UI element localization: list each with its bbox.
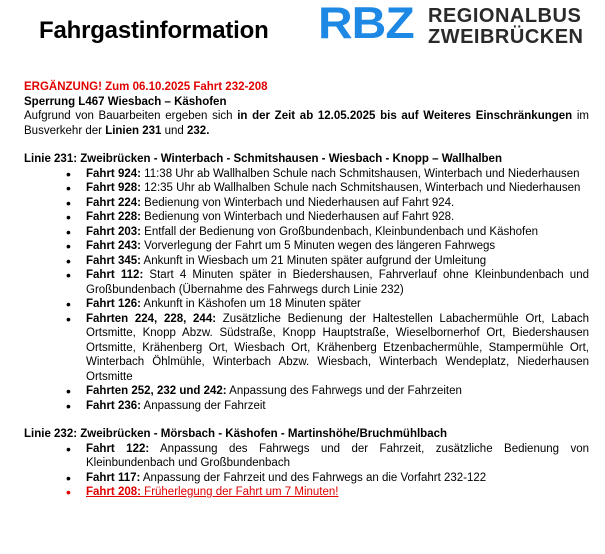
page-title: Fahrgastinformation <box>39 17 269 44</box>
trip-number: Fahrt 928: <box>86 182 141 194</box>
closure-title: Sperrung L467 Wiesbach – Käshofen <box>24 95 227 108</box>
list-item <box>66 196 589 211</box>
intro-line-231: Linien 231 <box>105 124 162 137</box>
trip-description: 11:38 Uhr ab Wallhalben Schule nach Schmitshausen, Winterbach und Niederhausen <box>140 167 580 180</box>
supplement-notice: ERGÄNZUNG! Zum 06.10.2025 Fahrt 232-208 <box>24 81 268 93</box>
intro-text: und <box>161 124 188 137</box>
trip-number: Fahrt 208: <box>86 486 141 498</box>
list-item <box>66 384 589 399</box>
trip-description: Früherlegung der Fahrt um 7 Minuten! <box>140 486 339 498</box>
trip-description: Zusätzliche Bedienung der Haltestellen Labachermühle Ort, Labach Ortsmitte, Knopp Abzw. Südstraße, Knopp Hauptstraße, Wieselbornerhof Ort, Biedershausen Ortsmitte, Krähenberg Ort, Wiesbach Ort, Krähenberg Etzenbachermühle, Stampermühle Ort, Winterbach Öhlmühle, Winterbach Abzw. Wiesbach, Winterbach Wendeplatz, Niederhausen Ortsmitte <box>86 312 589 383</box>
list-item <box>66 167 589 182</box>
trip-number: Fahrt 924: <box>86 167 141 180</box>
logo-wordmark-line1: REGIONALBUS <box>428 5 582 27</box>
trip-description: Vorverlegung der Fahrt um 5 Minuten wegen des längeren Fahrwegs <box>140 240 496 252</box>
trip-number: Fahrt 345: <box>86 254 141 267</box>
list-item <box>66 225 589 240</box>
trip-description: Anpassung der Fahrzeit und des Fahrwegs an die Vorfahrt 232-122 <box>140 471 487 484</box>
trip-description: Anpassung des Fahrwegs und der Fahrzeit, zusätzliche Bedienung von Kleinbundenbach und Großbundenbach <box>86 442 589 469</box>
trip-description: Ankunft in Wiesbach um 21 Minuten später aufgrund der Umleitung <box>140 254 487 267</box>
notice-content <box>24 80 589 500</box>
trip-number: Fahrt 112: <box>86 269 144 281</box>
intro-paragraph <box>24 109 589 138</box>
trip-number: Fahrten 224, 228, 244: <box>86 312 217 325</box>
trip-description: Bedienung von Winterbach und Niederhausen auf Fahrt 924. <box>140 196 455 209</box>
list-item <box>66 442 589 471</box>
list-item <box>66 312 589 385</box>
trip-number: Fahrt 243: <box>86 240 141 252</box>
list-item <box>66 239 589 254</box>
list-item <box>66 254 589 269</box>
trip-description: Anpassung der Fahrzeit <box>140 399 266 412</box>
intro-period: in der Zeit ab 12.05.2025 bis auf Weiteres Einschränkungen <box>237 110 573 122</box>
intro-line-232: 232. <box>187 124 210 137</box>
list-item <box>66 471 589 486</box>
list-item <box>66 297 589 312</box>
line-231-heading: Linie 231: Zweibrücken - Winterbach - Schmitshausen - Wiesbach - Knopp – Wallhalben <box>24 153 502 165</box>
trip-description: Anpassung des Fahrwegs und der Fahrzeiten <box>226 385 462 397</box>
list-item <box>66 210 589 225</box>
intro-text: Aufgrund von Bauarbeiten ergeben sich <box>24 110 238 122</box>
trip-number: Fahrt 203: <box>86 225 141 238</box>
trip-description: Bedienung von Winterbach und Niederhausen auf Fahrt 928. <box>140 211 455 223</box>
list-item-highlight <box>66 485 589 500</box>
trip-number: Fahrt 228: <box>86 211 141 223</box>
line-232-trip-list <box>66 442 589 500</box>
trip-number: Fahrt 224: <box>86 196 141 209</box>
trip-description: Start 4 Minuten später in Biedershausen, Fahrverlauf ohne Kleinbundenbach und Großbundenbach (Übernahme des Fahrwegs durch Linie 232) <box>86 269 589 296</box>
line-232-heading: Linie 232: Zweibrücken - Mörsbach - Käshofen - Martinshöhe/Bruchmühlbach <box>24 428 448 440</box>
list-item <box>66 399 589 414</box>
trip-number: Fahrt 126: <box>86 298 141 310</box>
trip-description: Entfall der Bedienung von Großbundenbach, Kleinbundenbach und Käshofen <box>140 225 539 238</box>
header <box>0 0 605 60</box>
trip-description: Ankunft in Käshofen um 18 Minuten später <box>140 298 361 310</box>
trip-number: Fahrten 252, 232 und 242: <box>86 385 227 397</box>
logo-wordmark-line2: ZWEIBRÜCKEN <box>428 26 584 48</box>
line-231-trip-list <box>66 167 589 414</box>
intro-text: im Busverkehr der <box>24 110 589 137</box>
trip-number: Fahrt 117: <box>86 471 141 484</box>
trip-description: 12:35 Uhr ab Wallhalben Schule nach Schmitshausen, Winterbach und Niederhausen <box>140 182 581 194</box>
list-item <box>66 268 589 297</box>
list-item <box>66 181 589 196</box>
trip-number: Fahrt 236: <box>86 399 141 412</box>
trip-number: Fahrt 122: <box>86 442 150 455</box>
logo-letters: RBZ <box>318 0 414 49</box>
